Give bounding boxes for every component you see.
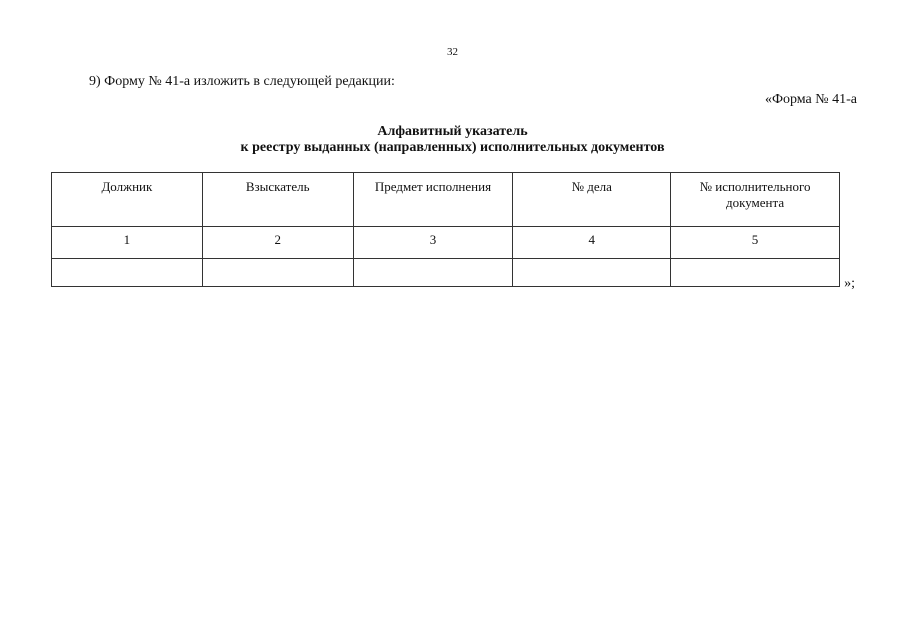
form-label: «Форма № 41-а xyxy=(764,92,857,107)
header-case-number: № дела xyxy=(513,173,671,227)
table-number-row xyxy=(52,227,840,259)
empty-cell xyxy=(513,259,671,287)
alphabetical-index-table xyxy=(51,172,840,287)
header-subject: Предмет исполнения xyxy=(353,173,513,227)
page-number: 32 xyxy=(447,46,458,58)
column-number-cell: 5 xyxy=(671,227,840,259)
column-number-cell: 3 xyxy=(353,227,513,259)
title-line-1: Алфавитный указатель xyxy=(377,124,528,139)
intro-paragraph: 9) Форму № 41-а изложить в следующей редакции: xyxy=(89,74,395,89)
column-number-cell: 2 xyxy=(202,227,353,259)
closing-quote: »; xyxy=(844,276,855,291)
column-number-cell: 1 xyxy=(52,227,203,259)
table-empty-row xyxy=(52,259,840,287)
empty-cell xyxy=(202,259,353,287)
empty-cell xyxy=(52,259,203,287)
empty-cell xyxy=(353,259,513,287)
header-document-number: № исполнительного документа xyxy=(671,173,840,227)
document-title xyxy=(0,124,905,156)
title-line-2: к реестру выданных (направленных) исполнительных документов xyxy=(240,140,665,155)
table-header-row xyxy=(52,173,840,227)
header-debtor: Должник xyxy=(52,173,203,227)
column-number-cell: 4 xyxy=(513,227,671,259)
header-claimant: Взыскатель xyxy=(202,173,353,227)
empty-cell xyxy=(671,259,840,287)
